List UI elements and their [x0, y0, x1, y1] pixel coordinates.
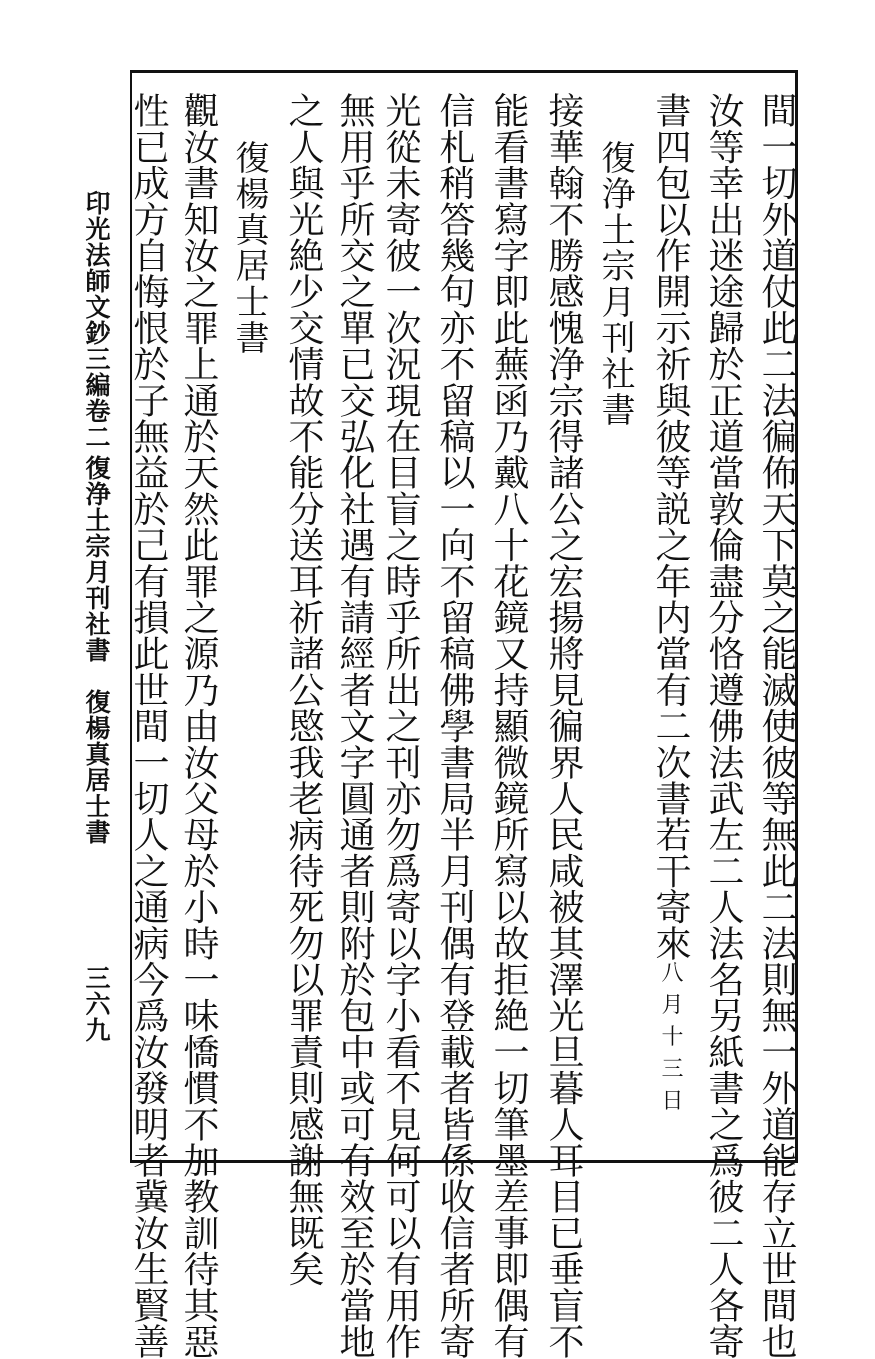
text-column-10: 之人與光絶少交情故不能分送耳祈諸公愍我老病待死勿以罪責則感謝無既矣 [283, 92, 324, 1287]
date-note: 八月十三日 [658, 960, 683, 1121]
text-column-3 [650, 92, 691, 1121]
letter-title-1: 復浄土宗月刊社書 [595, 140, 635, 428]
text-column-8: 光從未寄彼一次況現在目盲之時乎所出之刊亦勿爲寄以字小看不見何可以有用作 [380, 92, 421, 1359]
text-column-2: 汝等幸出迷途歸於正道當敦倫盡分恪遵佛法武左二人法名另紙書之爲彼二人各寄 [703, 92, 744, 1359]
text-column-7: 信札稍答幾句亦不留稿以一向不留稿佛學書局半月刊偶有登載者皆係收信者所寄 [434, 92, 475, 1359]
running-head-book: 印光法師文鈔三編卷二 [82, 190, 111, 450]
letter-title-2: 復楊真居士書 [229, 140, 269, 356]
page-number: 三六九 [82, 965, 111, 1043]
text-column-3-main: 書四包以作開示祈與彼等説之年内當有二次書若干寄來 [650, 92, 691, 961]
text-column-9: 無用乎所交之單已交弘化社遇有請經者文字圓通者則附於包中或可有效至於當地 [334, 92, 375, 1359]
running-head-sections: 復浄土宗月刊社書 復楊真居士書 [82, 455, 111, 845]
text-column-5: 接華翰不勝感愧浄宗得諸公之宏揚將見徧界人民咸被其澤光旦暮人耳目已垂盲不 [543, 92, 584, 1359]
top-border [130, 70, 798, 73]
text-column-12: 觀汝書知汝之罪上通於天然此罪之源乃由汝父母於小時一味憍慣不加教訓待其惡 [178, 92, 219, 1359]
text-column-1: 間一切外道仗此二法徧佈天下莫之能滅使彼等無此二法則無一外道能存立世間也 [756, 92, 797, 1359]
text-column-6: 能看書寫字即此蕪函乃戴八十花鏡又持顯微鏡所寫以故拒絶一切筆墨差事即偶有 [488, 92, 529, 1359]
text-column-13: 性已成方自悔恨於子無益於己有損此世間一切人之通病今爲汝發明者冀汝生賢善 [128, 92, 169, 1359]
